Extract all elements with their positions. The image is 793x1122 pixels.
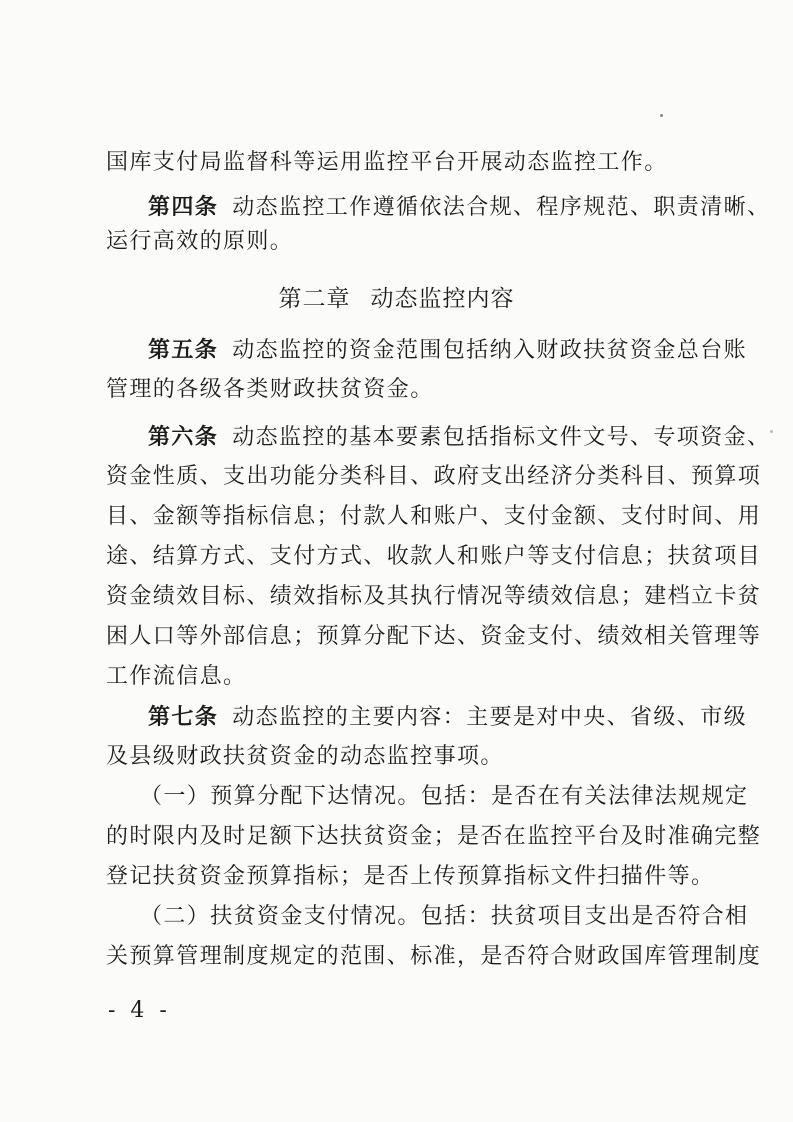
text-line: 的时限内及时足额下达扶贫资金；是否在监控平台及时准确完整 (106, 824, 762, 849)
text-line: 及县级财政扶贫资金的动态监控事项。 (106, 744, 504, 769)
text-line: 国库支付局监督科等运用监控平台开展动态监控工作。 (106, 150, 668, 175)
scan-speck (770, 430, 773, 433)
article-6-label: 第六条 (148, 424, 219, 450)
text-line: 工作流信息。 (106, 664, 247, 689)
text-line: 动态监控工作遵循依法合规、程序规范、职责清晰、 (232, 195, 771, 220)
chapter-heading (0, 282, 793, 316)
article-5-label: 第五条 (148, 337, 219, 363)
text-line: 资金绩效目标、绩效指标及其执行情况等绩效信息；建档立卡贫 (106, 584, 762, 609)
article-4-label: 第四条 (148, 194, 219, 220)
text-line: 动态监控的基本要素包括指标文件文号、专项资金、 (232, 425, 771, 450)
article-7-label: 第七条 (148, 704, 219, 730)
chapter-title: 动态监控内容 (370, 286, 515, 312)
text-line: 途、结算方式、支付方式、收款人和账户等支付信息；扶贫项目 (106, 544, 762, 569)
text-line: 资金性质、支出功能分类科目、政府支出经济分类科目、预算项 (106, 464, 762, 489)
article-4-paragraph (148, 190, 771, 224)
item-1-paragraph: （一）预算分配下达情况。包括：是否在有关法律法规规定 (140, 784, 749, 809)
article-6-paragraph (148, 420, 771, 454)
text-line: 运行高效的原则。 (106, 229, 294, 254)
text-line: 动态监控的主要内容：主要是对中央、省级、市级 (232, 705, 748, 730)
text-line: 目、金额等指标信息；付款人和账户、支付金额、支付时间、用 (106, 504, 762, 529)
text-line: 困人口等外部信息；预算分配下达、资金支付、绩效相关管理等 (106, 624, 762, 649)
item-2-paragraph: （二）扶贫资金支付情况。包括：扶贫项目支出是否符合相 (140, 904, 749, 929)
text-line: 管理的各级各类财政扶贫资金。 (106, 377, 434, 402)
chapter-number: 第二章 (278, 286, 351, 312)
page-number: - 4 - (108, 998, 171, 1023)
text-line: 动态监控的资金范围包括纳入财政扶贫资金总台账 (232, 338, 748, 363)
article-5-paragraph (148, 333, 748, 367)
text-line: 关预算管理制度规定的范围、标准，是否符合财政国库管理制度 (106, 944, 762, 969)
scan-speck (660, 114, 663, 117)
article-7-paragraph (148, 700, 748, 734)
text-line: 登记扶贫资金预算指标；是否上传预算指标文件扫描件等。 (106, 864, 715, 889)
